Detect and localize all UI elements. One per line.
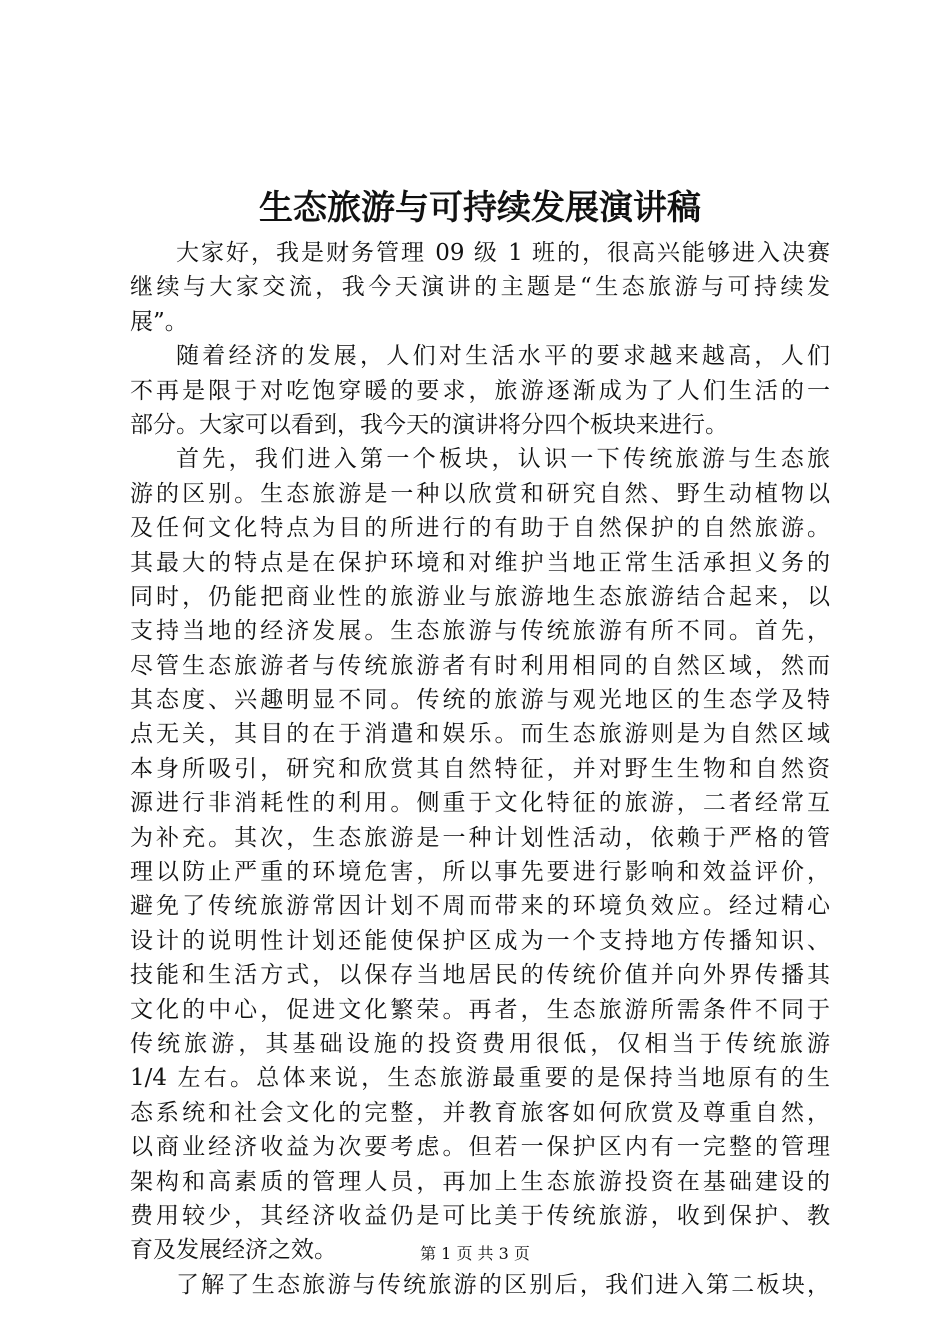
- body-text-line: 理以防止严重的环境危害，所以事先要进行影响和效益评价，: [130, 859, 830, 886]
- body-text-line: 点无关，其目的在于消遣和娱乐。而生态旅游则是为自然区域: [130, 721, 830, 748]
- body-text-line: 部分。大家可以看到，我今天的演讲将分四个板块来进行。: [130, 411, 728, 438]
- body-text-line: 继续与大家交流，我今天演讲的主题是“生态旅游与可持续发: [130, 274, 830, 301]
- body-text-line: 1/4 左右。总体来说，生态旅游最重要的是保持当地原有的生: [130, 1065, 830, 1092]
- body-text-line: 育及发展经济之效。: [130, 1237, 337, 1264]
- body-text-line: 了解了生态旅游与传统旅游的区别后，我们进入第二板块，: [176, 1271, 830, 1298]
- body-text-line: 尽管生态旅游者与传统旅游者有时利用相同的自然区域，然而: [130, 652, 830, 679]
- body-text-line: 态系统和社会文化的完整，并教育旅客如何欣赏及尊重自然，: [130, 1099, 830, 1126]
- body-text-line: 及任何文化特点为目的所进行的有助于自然保护的自然旅游。: [130, 515, 830, 542]
- body-text-line: 源进行非消耗性的利用。侧重于文化特征的旅游，二者经常互: [130, 790, 830, 817]
- document-body: [130, 236, 830, 1302]
- body-text-line: 随着经济的发展，人们对生活水平的要求越来越高，人们: [176, 343, 830, 370]
- document-title: 生态旅游与可持续发展演讲稿: [259, 188, 701, 228]
- body-text-line: 文化的中心，促进文化繁荣。再者，生态旅游所需条件不同于: [130, 996, 830, 1023]
- body-text-line: 设计的说明性计划还能使保护区成为一个支持地方传播知识、: [130, 927, 830, 954]
- body-text-line: 为补充。其次，生态旅游是一种计划性活动，依赖于严格的管: [130, 824, 830, 851]
- body-text-line: 以商业经济收益为次要考虑。但若一保护区内有一完整的管理: [130, 1134, 830, 1161]
- body-text-line: 本身所吸引，研究和欣赏其自然特征，并对野生生物和自然资: [130, 755, 830, 782]
- body-text-line: 首先，我们进入第一个板块，认识一下传统旅游与生态旅: [176, 446, 830, 473]
- body-text-line: 展”。: [130, 308, 188, 335]
- body-text-line: 大家好，我是财务管理 09 级 1 班的，很高兴能够进入决赛: [176, 240, 830, 266]
- body-text-line: 其最大的特点是在保护环境和对维护当地正常生活承担义务的: [130, 549, 830, 576]
- body-text-line: 其态度、兴趣明显不同。传统的旅游与观光地区的生态学及特: [130, 687, 830, 714]
- page-footer: 第 1 页 共 3 页: [420, 1244, 530, 1263]
- body-text-line: 支持当地的经济发展。生态旅游与传统旅游有所不同。首先，: [130, 618, 830, 645]
- body-text-line: 技能和生活方式，以保存当地居民的传统价值并向外界传播其: [130, 962, 830, 989]
- body-text-line: 架构和高素质的管理人员，再加上生态旅游投资在基础建设的: [130, 1168, 830, 1195]
- body-text-line: 传统旅游，其基础设施的投资费用很低，仅相当于传统旅游: [130, 1030, 830, 1057]
- body-text-line: 费用较少，其经济收益仍是可比美于传统旅游，收到保护、教: [130, 1202, 830, 1229]
- body-text-line: 游的区别。生态旅游是一种以欣赏和研究自然、野生动植物以: [130, 480, 830, 507]
- body-text-line: 不再是限于对吃饱穿暖的要求，旅游逐渐成为了人们生活的一: [130, 377, 830, 404]
- body-text-line: 避免了传统旅游常因计划不周而带来的环境负效应。经过精心: [130, 893, 830, 920]
- body-text-line: 同时，仍能把商业性的旅游业与旅游地生态旅游结合起来，以: [130, 583, 830, 610]
